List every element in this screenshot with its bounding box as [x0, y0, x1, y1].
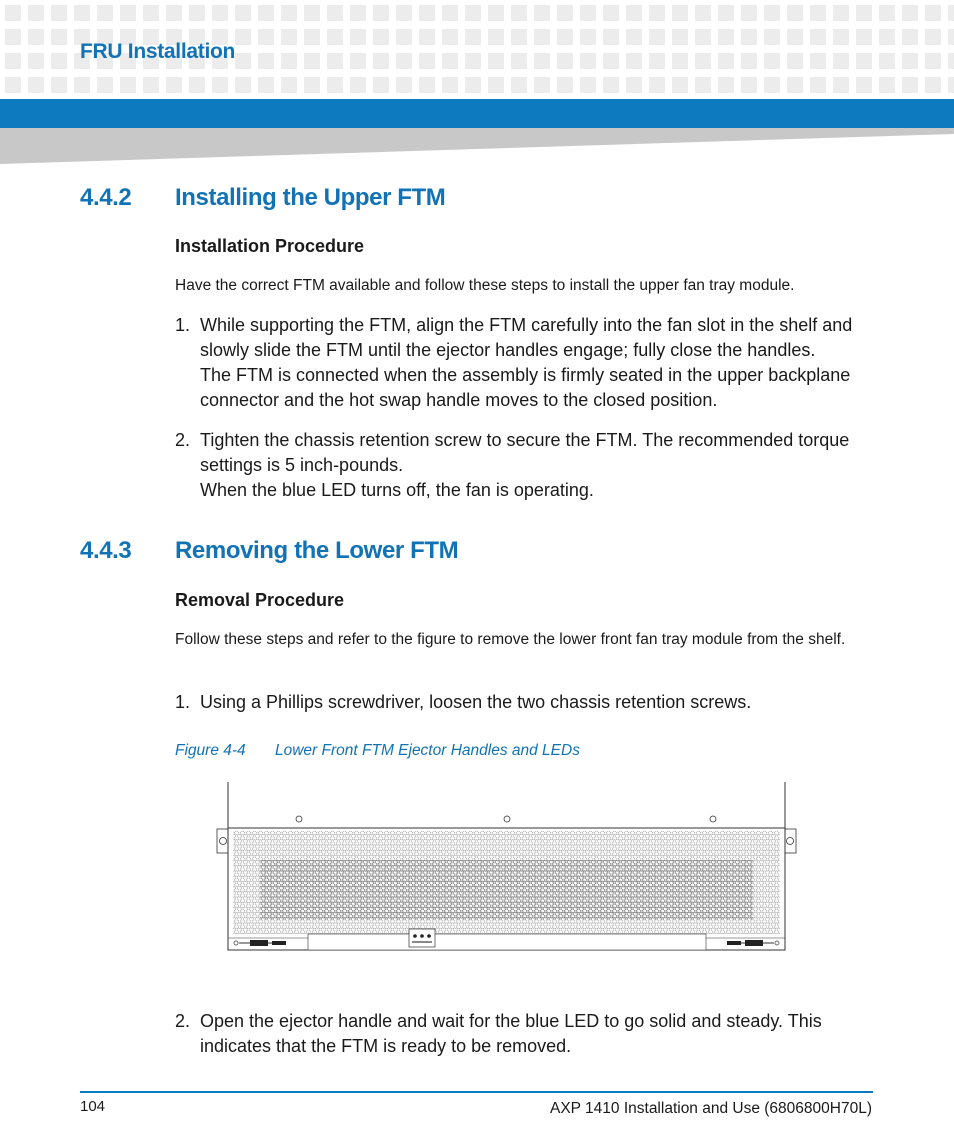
intro-paragraph: Have the correct FTM available and follow these steps to install the upper fan tray module.: [175, 277, 795, 294]
header-pattern-square: [672, 77, 688, 93]
screw-icon: [296, 816, 302, 822]
header-pattern-square: [373, 29, 389, 45]
header-pattern-square: [235, 5, 251, 21]
header-gray-wedge: [0, 128, 954, 164]
step-text: Tighten the chassis retention screw to secure the FTM. The recommended torque settings is 5 inch-pounds.: [200, 430, 850, 475]
step-number: 1.: [175, 315, 191, 335]
header-pattern-square: [327, 53, 343, 69]
header-pattern-square: [580, 29, 596, 45]
header-pattern-square: [304, 77, 320, 93]
step-note: When the blue LED turns off, the fan is operating.: [200, 480, 594, 500]
header-pattern-square: [212, 5, 228, 21]
header-pattern-square: [810, 29, 826, 45]
header-pattern-square: [902, 29, 918, 45]
header-pattern-square: [833, 53, 849, 69]
header-pattern-square: [189, 77, 205, 93]
header-pattern-square: [442, 5, 458, 21]
header-pattern-square: [396, 5, 412, 21]
header-pattern-square: [672, 5, 688, 21]
header-pattern-square: [649, 5, 665, 21]
header-pattern-square: [810, 5, 826, 21]
header-pattern-square: [718, 77, 734, 93]
header-pattern-square: [856, 53, 872, 69]
header-pattern-square: [603, 53, 619, 69]
header-pattern-square: [764, 77, 780, 93]
header-pattern-square: [695, 29, 711, 45]
header-pattern-square: [28, 5, 44, 21]
header-pattern-square: [419, 29, 435, 45]
header-pattern-square: [235, 53, 251, 69]
header-pattern-square: [603, 5, 619, 21]
header-pattern-square: [580, 77, 596, 93]
header-pattern-square: [856, 29, 872, 45]
header-pattern-square: [626, 5, 642, 21]
header-pattern-square: [166, 77, 182, 93]
subheading-installation-procedure: Installation Procedure: [175, 236, 365, 256]
list-item: [175, 1009, 875, 1059]
header-pattern-square: [488, 77, 504, 93]
intro-paragraph: Follow these steps and refer to the figure to remove the lower front fan tray module from the shelf.: [175, 631, 846, 648]
header-pattern-square: [5, 29, 21, 45]
header-pattern-square: [557, 77, 573, 93]
header-pattern-square: [902, 77, 918, 93]
header-pattern-square: [74, 5, 90, 21]
header-pattern-square: [304, 29, 320, 45]
header-pattern-square: [511, 53, 527, 69]
step-note: The FTM is connected when the assembly is firmly seated in the upper backplane connector and the hot swap handle moves to the closed position.: [200, 365, 851, 410]
header-pattern-square: [327, 29, 343, 45]
header-pattern-square: [327, 5, 343, 21]
subheading-removal-procedure: Removal Procedure: [175, 590, 345, 610]
list-item: [175, 690, 875, 715]
header-pattern-square: [51, 77, 67, 93]
header-pattern-square: [649, 77, 665, 93]
header-pattern-square: [143, 5, 159, 21]
header-pattern-square: [879, 5, 895, 21]
header-pattern-square: [465, 5, 481, 21]
header-pattern-square: [488, 53, 504, 69]
header-pattern-square: [350, 29, 366, 45]
footer-divider: [80, 1091, 873, 1093]
header-pattern-square: [258, 53, 274, 69]
header-pattern-square: [51, 5, 67, 21]
step-number: 2.: [175, 430, 191, 450]
header-pattern-square: [856, 77, 872, 93]
list-item: [175, 313, 875, 413]
header-pattern-square: [419, 5, 435, 21]
header-pattern-square: [258, 5, 274, 21]
header-pattern-square: [534, 53, 550, 69]
section-title: Installing the Upper FTM: [175, 184, 446, 211]
header-pattern-square: [51, 53, 67, 69]
header-pattern-square: [5, 5, 21, 21]
header-pattern-square: [741, 29, 757, 45]
header-pattern-square: [695, 5, 711, 21]
header-pattern-square: [557, 29, 573, 45]
header-pattern-square: [557, 5, 573, 21]
header-pattern-square: [511, 5, 527, 21]
header-pattern-square: [649, 29, 665, 45]
list-item: [175, 428, 875, 503]
header-pattern-square: [948, 53, 954, 69]
header-pattern-square: [856, 5, 872, 21]
header-pattern-square: [695, 77, 711, 93]
header-pattern-square: [97, 5, 113, 21]
header-pattern-square: [419, 53, 435, 69]
header-pattern-square: [741, 77, 757, 93]
header-pattern-square: [143, 77, 159, 93]
screw-icon: [710, 816, 716, 822]
header-pattern-square: [764, 29, 780, 45]
footer-doc-title: AXP 1410 Installation and Use (6806800H70L): [550, 1100, 872, 1117]
header-pattern-square: [580, 5, 596, 21]
header-pattern-square: [235, 77, 251, 93]
header-pattern-square: [189, 5, 205, 21]
step-text: While supporting the FTM, align the FTM carefully into the fan slot in the shelf and slowly slide the FTM until the ejector handles engage; fully close the handles.: [200, 315, 853, 360]
header-pattern-square: [442, 53, 458, 69]
header-pattern-square: [626, 29, 642, 45]
header-pattern-square: [28, 77, 44, 93]
header-pattern-square: [396, 29, 412, 45]
figure-caption: [175, 742, 580, 760]
ftm-front-illustration: [214, 780, 799, 955]
section-number: 4.4.2: [80, 184, 132, 211]
running-header-title: FRU Installation: [80, 40, 236, 63]
header-pattern-square: [235, 29, 251, 45]
header-pattern-square: [281, 5, 297, 21]
figure-label: Figure 4-4: [175, 742, 246, 759]
section-heading-4-4-2: [80, 184, 445, 212]
header-pattern-square: [166, 5, 182, 21]
header-pattern-square: [396, 77, 412, 93]
header-pattern-square: [465, 77, 481, 93]
header-pattern-square: [396, 53, 412, 69]
header-pattern-square: [5, 53, 21, 69]
header-pattern-square: [281, 77, 297, 93]
step-number: 1.: [175, 692, 191, 712]
header-pattern-square: [718, 29, 734, 45]
header-pattern-square: [741, 53, 757, 69]
header-pattern-square: [51, 29, 67, 45]
header-pattern-square: [672, 29, 688, 45]
header-pattern-square: [258, 77, 274, 93]
header-pattern-square: [810, 77, 826, 93]
header-pattern-square: [488, 29, 504, 45]
figure-title: Lower Front FTM Ejector Handles and LEDs: [275, 742, 580, 759]
header-pattern-square: [5, 77, 21, 93]
header-pattern-square: [764, 5, 780, 21]
header-pattern-square: [626, 53, 642, 69]
header-pattern-square: [879, 29, 895, 45]
header-pattern-square: [718, 53, 734, 69]
header-pattern-square: [373, 53, 389, 69]
header-pattern-square: [833, 77, 849, 93]
header-pattern-square: [511, 29, 527, 45]
header-pattern-square: [327, 77, 343, 93]
header-pattern-square: [488, 5, 504, 21]
header-pattern-square: [787, 77, 803, 93]
header-pattern-square: [580, 53, 596, 69]
header-pattern-square: [603, 77, 619, 93]
header-pattern-square: [465, 29, 481, 45]
header-pattern-square: [695, 53, 711, 69]
header-pattern-square: [833, 5, 849, 21]
screw-icon: [504, 816, 510, 822]
header-pattern-square: [534, 77, 550, 93]
header-pattern-square: [626, 77, 642, 93]
header-pattern-square: [879, 77, 895, 93]
header-pattern-square: [925, 29, 941, 45]
header-pattern-square: [925, 77, 941, 93]
section-heading-4-4-3: [80, 537, 458, 565]
header-pattern-square: [718, 5, 734, 21]
step-number: 2.: [175, 1011, 191, 1031]
header-pattern-square: [603, 29, 619, 45]
header-pattern-square: [787, 53, 803, 69]
header-pattern-square: [281, 53, 297, 69]
header-pattern-square: [350, 53, 366, 69]
section-title: Removing the Lower FTM: [175, 537, 459, 564]
header-pattern-square: [373, 5, 389, 21]
led-indicator-block: [409, 929, 435, 947]
header-pattern-square: [442, 29, 458, 45]
header-pattern-square: [948, 77, 954, 93]
header-pattern-square: [350, 5, 366, 21]
header-pattern-square: [764, 53, 780, 69]
header-pattern-square: [511, 77, 527, 93]
step-text: Open the ejector handle and wait for the blue LED to go solid and steady. This indicates that the FTM is ready to be removed.: [200, 1011, 822, 1056]
header-pattern-square: [74, 77, 90, 93]
header-pattern-square: [948, 29, 954, 45]
header-pattern-square: [833, 29, 849, 45]
page-number: 104: [80, 1098, 106, 1115]
header-pattern-square: [787, 5, 803, 21]
step-text: Using a Phillips screwdriver, loosen the two chassis retention screws.: [200, 692, 752, 712]
header-pattern-square: [258, 29, 274, 45]
section-number: 4.4.3: [80, 537, 132, 564]
header-pattern-square: [787, 29, 803, 45]
header-pattern-square: [373, 77, 389, 93]
header-pattern-square: [534, 5, 550, 21]
header-pattern-square: [741, 5, 757, 21]
header-pattern-square: [672, 53, 688, 69]
header-pattern-square: [304, 53, 320, 69]
header-pattern-square: [28, 29, 44, 45]
header-pattern-square: [948, 5, 954, 21]
header-pattern-square: [120, 77, 136, 93]
header-pattern-square: [925, 53, 941, 69]
header-pattern-square: [120, 5, 136, 21]
header-pattern-square: [419, 77, 435, 93]
header-pattern-square: [28, 53, 44, 69]
header-pattern-square: [97, 77, 113, 93]
header-pattern-square: [902, 53, 918, 69]
header-pattern-square: [442, 77, 458, 93]
header-pattern-square: [810, 53, 826, 69]
header-pattern-square: [534, 29, 550, 45]
header-pattern-square: [350, 77, 366, 93]
header-pattern-square: [212, 77, 228, 93]
header-pattern-square: [902, 5, 918, 21]
header-pattern-square: [465, 53, 481, 69]
header-blue-band: [0, 99, 954, 128]
header-pattern-square: [879, 53, 895, 69]
header-pattern-square: [281, 29, 297, 45]
header-pattern-square: [649, 53, 665, 69]
header-pattern-square: [304, 5, 320, 21]
header-pattern-square: [925, 5, 941, 21]
header-pattern-square: [557, 53, 573, 69]
